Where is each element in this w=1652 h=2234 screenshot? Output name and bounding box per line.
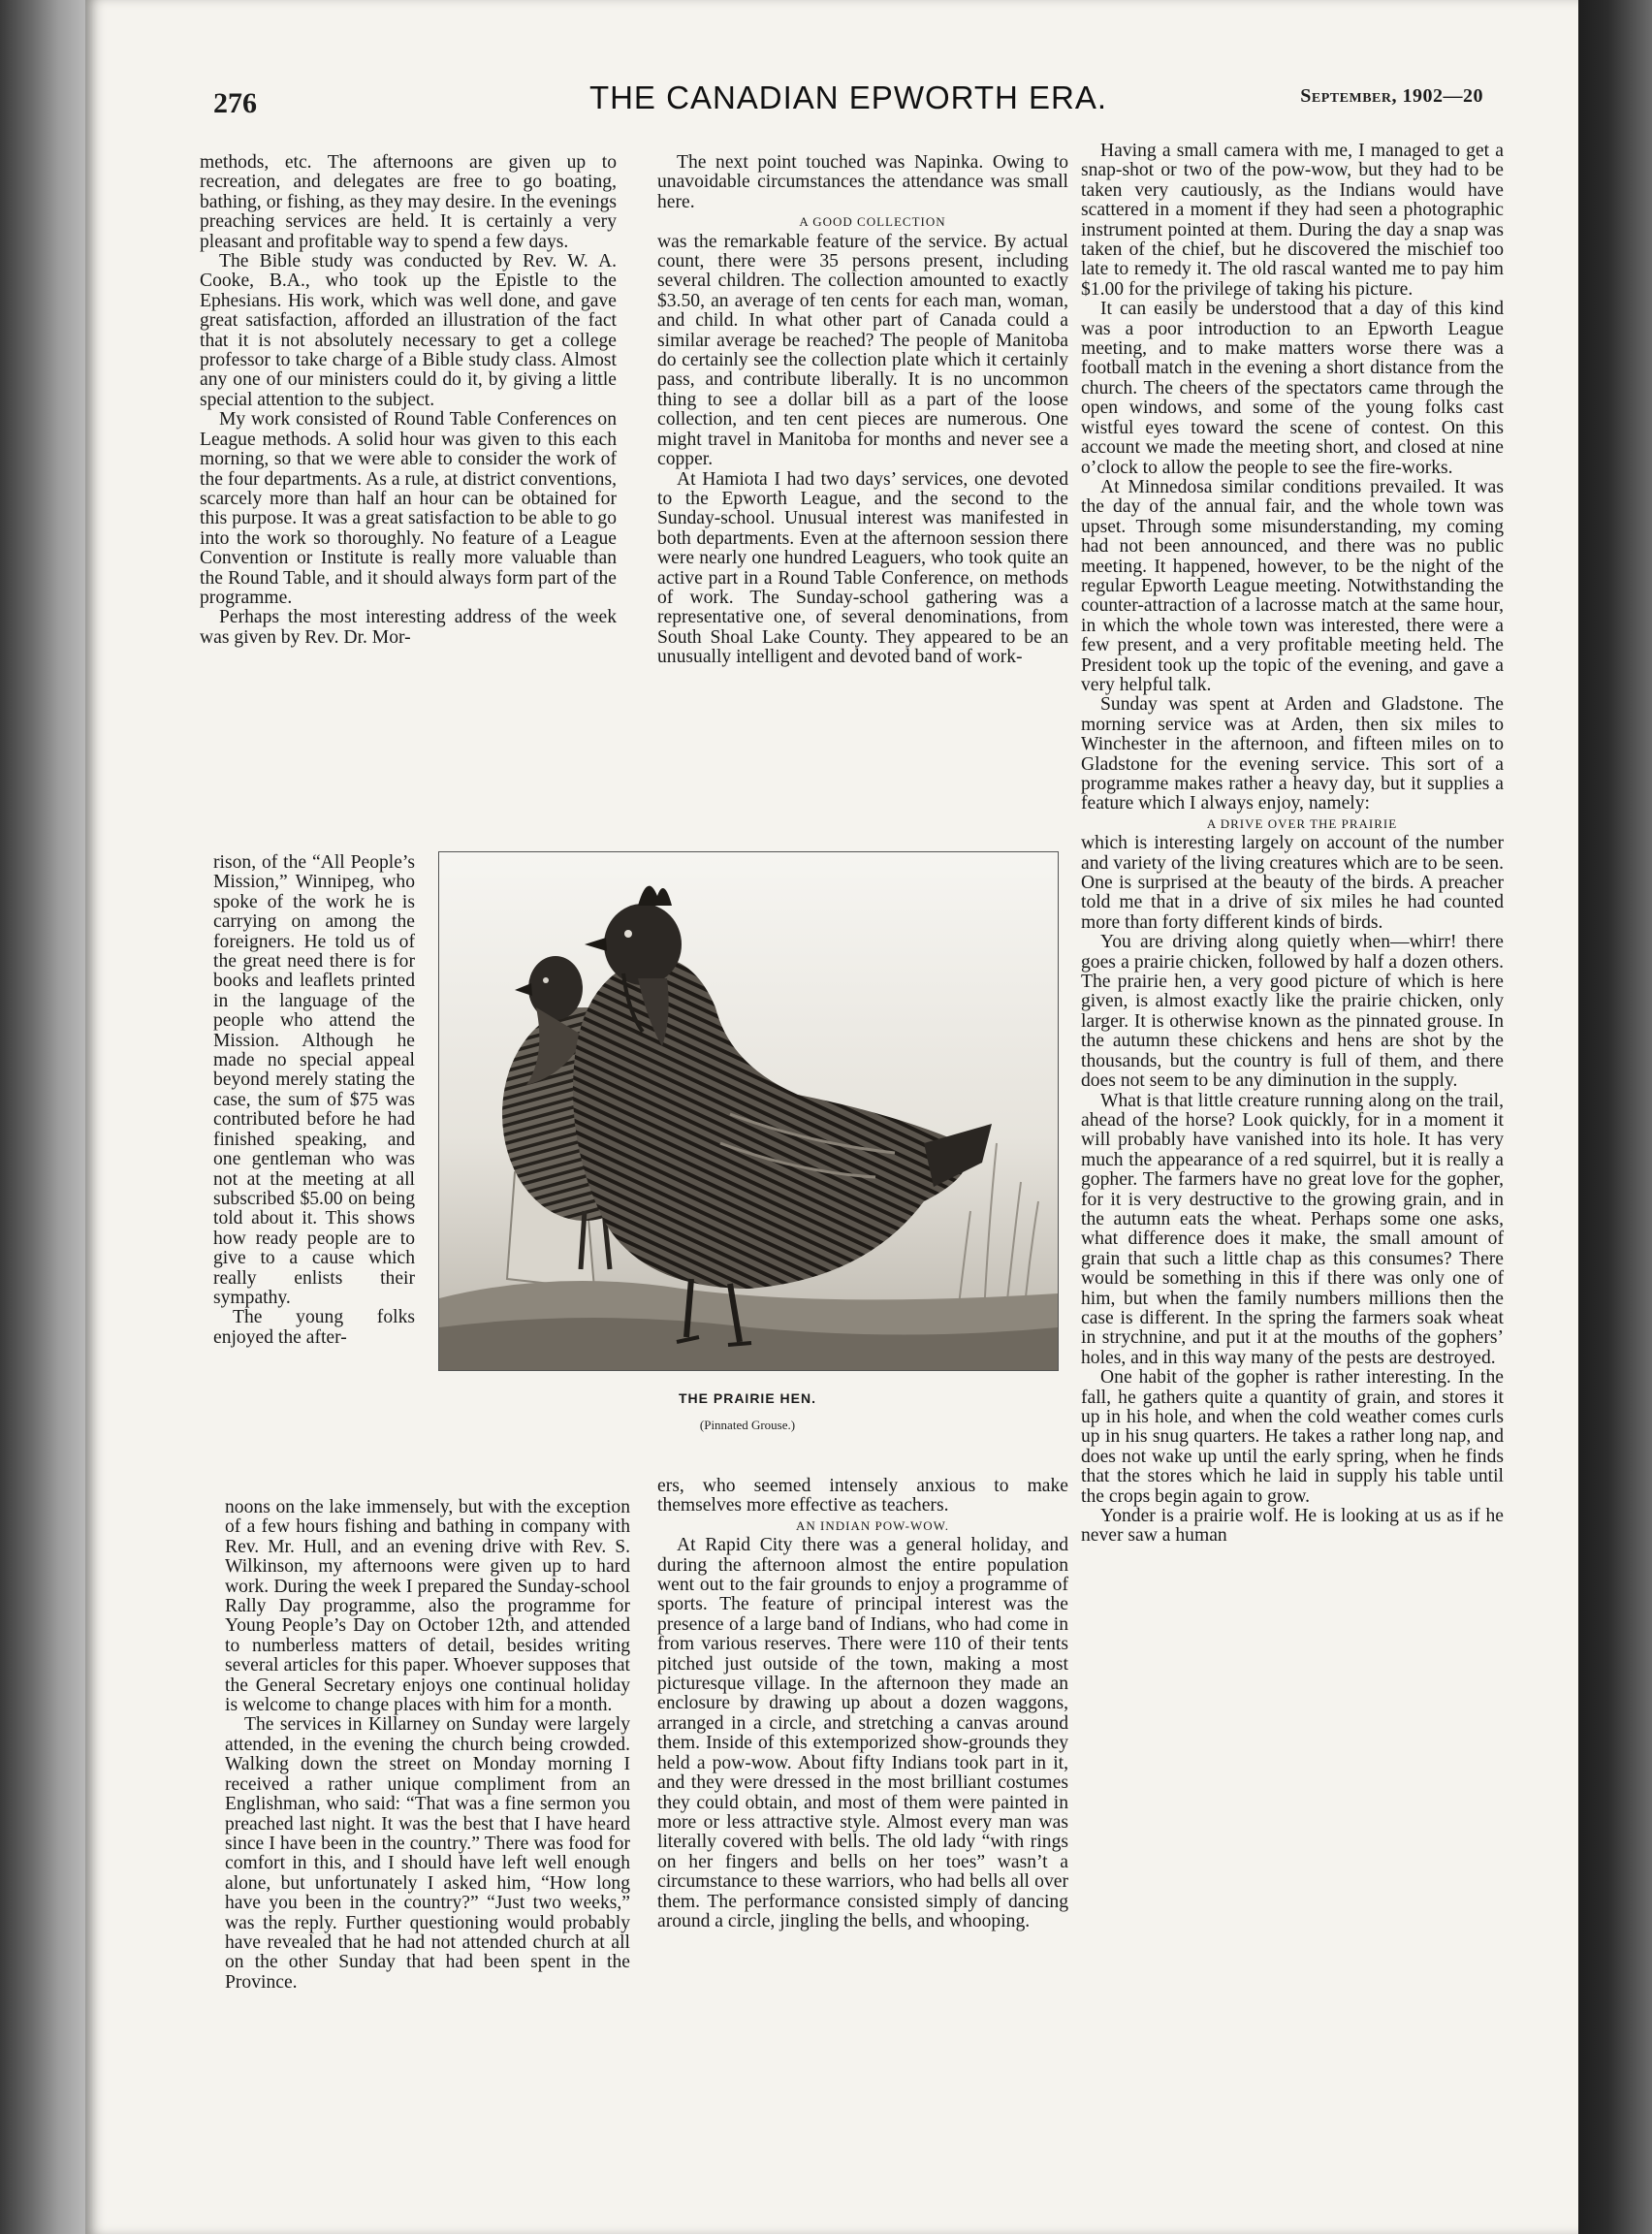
paragraph: What is that little creature running along on the trail, ahead of the horse? Look quickly, for in a moment it will probably have vanished into its hole. It has very much the appearance of a red squirrel, but it is really a gopher. The farmers have no great love for the gopher, for it is very destructive to the growing grain, and in the autumn eats the wheat. Perhaps some one asks, what difference does it make, the small amount of grain that such a little chap as this consumes? There would be something in this if there was only one of him, but when the family numbers millions then the case is different. In the spring the farmers soak wheat in strychnine, and put it at the mouths of the gophers’ holes, and in this way many of the pests are destroyed. (1081, 1090, 1504, 1368)
column-3 (1081, 142, 1504, 1547)
paragraph: Having a small camera with me, I managed to get a snap-shot or two of the pow-wow, but they had to be taken very cautiously, as the Indians would have scattered in a moment if they had seen a photographic instrument pointed at them. During the day a snap was taken of the chief, but he discovered the mischief too late to remedy it. The old rascal wanted me to pay him $1.00 for the privilege of taking his picture. (1081, 141, 1504, 300)
journal-title: THE CANADIAN EPWORTH ERA. (588, 80, 1108, 115)
paragraph: Perhaps the most interesting address of the week was given by Rev. Dr. Mor- (200, 607, 617, 648)
paragraph: ers, who seemed intensely anxious to make themselves more effective as teachers. (657, 1476, 1068, 1516)
adjacent-page-edge (1578, 0, 1652, 2234)
page-number: 276 (213, 87, 257, 119)
subheading: A GOOD COLLECTION (799, 214, 946, 230)
subheading: A DRIVE OVER THE PRAIRIE (1206, 815, 1398, 831)
paragraph: At Rapid City there was a general holiday, and during the afternoon almost the entire population went out to the fair grounds to enjoy a programme of sports. The feature of principal interest was the presence of a large band of Indians, who had come in from various reserves. There were 110 of their tents pitched just outside of the town, making a most picturesque village. In the afternoon they made an enclosure by drawing up about a dozen waggons, arranged in a circle, and stretching a canvas around them. Inside of this extemporized show-grounds they held a pow-wow. About fifty Indians took part in it, and they were dressed in the most brilliant costumes they could obtain, and most of them were painted in more or less attractive style. Almost every man was literally covered with bells. The old lady “with rings on her fingers and bells on her toes” wasn’t a circumstance to these warriors, who had bells all over them. The performance consisted simply of dancing around a circle, jingling the bells, and whooping. (657, 1535, 1068, 1931)
paragraph: Sunday was spent at Arden and Gladstone. The morning service was at Arden, then six miles to Winchester in the afternoon, and fifteen miles on to Gladstone for the evening service. This sort of a programme makes rather a heavy day, but it supplies a feature which I always enjoy, namely: (1081, 694, 1504, 814)
paragraph: which is interesting largely on account of the number and variety of the living creatures which are to be seen. One is surprised at the beauty of the birds. A preacher told me that in a drive of six miles he had counted more than forty different kinds of birds. (1081, 833, 1504, 933)
column-2-top (657, 153, 1068, 668)
paragraph: noons on the lake immensely, but with the exception of a few hours fishing and bathing in company with Rev. Mr. Hull, and an evening drive with Rev. S. Wilkinson, my afternoons were given up to hard work. During the week I prepared the Sunday-school Rally Day programme, also the programme for Young People’s Day on October 12th, and attended to numberless matters of detail, besides writing several articles for this paper. Whoever supposes that the General Secretary enjoys one continual holiday is welcome to change places with him for a month. (225, 1497, 630, 1716)
paragraph: At Minnedosa similar conditions prevailed. It was the day of the annual fair, and the whole town was upset. Through some misunderstanding, my coming had not been announced, and there was no public meeting. It happened, however, to be the night of the regular Epworth League meeting. Notwithstanding the counter-attraction of a lacrosse match at the same hour, in which the whole town was interested, there were a few present, and a very profitable meeting held. The President took up the topic of the evening, and gave a very helpful talk. (1081, 476, 1504, 695)
column-1-narrow (213, 853, 415, 1348)
paragraph: At Hamiota I had two days’ services, one devoted to the Epworth League, and the second to the Sunday-school. Unusual interest was manifested in both departments. Even at the afternoon session there were nearly one hundred Leaguers, who took quite an active part in a Round Table Conference, on methods of work. The Sunday-school gathering was a representative one, of several denominations, from South Shoal Lake County. They appeared to be an unusually intelligent and devoted band of work- (657, 468, 1068, 668)
paragraph: was the remarkable feature of the service. By actual count, there were 35 persons present, including several children. The collection amounted to exactly $3.50, an average of ten cents for each man, woman, and child. In what other part of Canada could a similar average be reached? The people of Manitoba do certainly see the collection plate which it certainly pass, and contribute liberally. It is no uncommon thing to see a dollar bill as a part of the loose collection, and ten cent pieces are numerous. One might travel in Manitoba for months and never see a copper. (657, 231, 1068, 470)
book-binding (0, 0, 89, 2234)
column-1-top (200, 153, 617, 648)
paragraph: The services in Killarney on Sunday were largely attended, in the evening the church being crowded. Walking down the street on Monday morning I received a rather unique compliment from an Englishman, who said: “That was a fine sermon you preached last night. It was the best that I have heard since I have been in the country.” There was food for comfort in this, and I should have left well enough alone, but unfortunately I asked him, “How long have you been in the country?” “Just two weeks,” was the reply. Further questioning would probably have revealed that he had not attended church at all on the other Sunday that had been spent in the Province. (225, 1714, 630, 1993)
column-1-bottom (225, 1498, 630, 1993)
prairie-hen-photo (438, 851, 1059, 1371)
paragraph: One habit of the gopher is rather interesting. In the fall, he gathers quite a quantity of grain, and stores it up in his hole, and when the cold weather comes curls up in his snug quarters. He takes a rather long nap, and does not wake up until the early spring, when he finds that the stores which he laid in supply his table until the crops begin again to grow. (1081, 1367, 1504, 1507)
paragraph: My work consisted of Round Table Conferences on League methods. A solid hour was given to this each morning, so that we were able to consider the work of the four departments. As a rule, at district conventions, scarcely more than half an hour can be obtained for this purpose. It was a great satisfaction to be able to go into the work so thoroughly. No feature of a League Convention or Institute is really more valuable than the Round Table, and it should always form part of the programme. (200, 409, 617, 608)
prairie-hen-illustration (439, 852, 1058, 1370)
subheading: AN INDIAN POW-WOW. (796, 1517, 949, 1533)
column-2-bottom (657, 1477, 1068, 1931)
paragraph: It can easily be understood that a day of this kind was a poor introduction to an Epworth League meeting, and to make matters worse there was a football match in the evening a short distance from the church. The cheers of the spectators came through the open windows, and some of the young folks cast wistful eyes toward the scene of contest. On this account we made the meeting short, and closed at nine o’clock to allow the people to see the fire-works. (1081, 299, 1504, 478)
running-header (213, 80, 1483, 130)
figure-subcaption: (Pinnated Grouse.) (699, 1418, 796, 1432)
paragraph: Yonder is a prairie wolf. He is looking at us as if he never saw a human (1081, 1506, 1504, 1547)
paragraph: rison, of the “All People’s Mission,” Winnipeg, who spoke of the work he is carrying on among the foreigners. He told us of the great need there is for books and leaflets printed in the language of the people who attend the Mission. Although he made no special appeal beyond merely stating the case, the sum of $75 was contributed before he had finished speaking, and one gentleman who was not at the meeting at all subscribed $5.00 on being told about it. This shows how ready people are to give to a cause which really enlists their sympathy. (213, 852, 415, 1308)
paragraph: The young folks enjoyed the after- (213, 1307, 415, 1348)
issue-date: September, 1902—20 (1300, 85, 1483, 107)
paragraph: The next point touched was Napinka. Owing to unavoidable circumstances the attendance was small here. (657, 152, 1068, 212)
paragraph: The Bible study was conducted by Rev. W. A. Cooke, B.A., who took up the Epistle to the Ephesians. His work, which was well done, and gave great satisfaction, afforded an illustration of the fact that it is not absolutely necessary to get a college professor to take charge of a Bible study class. Almost any one of our ministers could do it, by giving a little special attention to the subject. (200, 251, 617, 410)
paragraph: You are driving along quietly when—whirr! there goes a prairie chicken, followed by half a dozen others. The prairie hen, a very good picture of which is here given, is almost exactly like the prairie chicken, only larger. It is otherwise known as the pinnated grouse. In the autumn these chickens and hens are shot by the thousands, but the country is full of them, and there does not seem to be any diminution in the supply. (1081, 932, 1504, 1092)
paragraph: methods, etc. The afternoons are given up to recreation, and delegates are free to go boating, bathing, or fishing, as they may desire. In the evenings preaching services are held. It is certainly a very pleasant and profitable way to spend a few days. (200, 152, 617, 252)
figure-caption: THE PRAIRIE HEN. (678, 1390, 816, 1406)
